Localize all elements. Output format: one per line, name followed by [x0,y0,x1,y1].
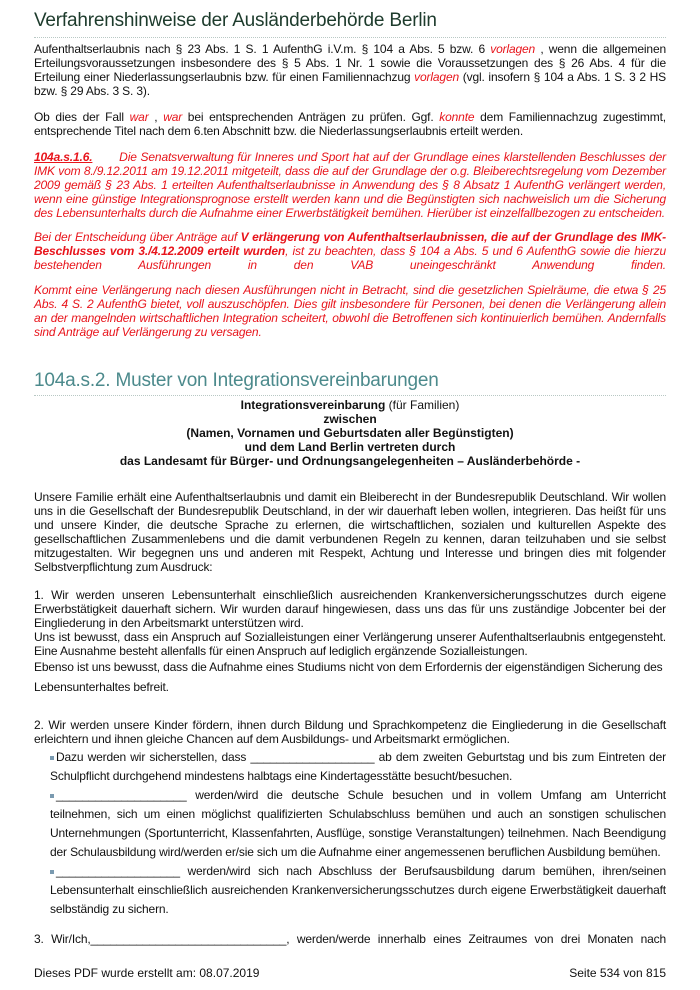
bullet-icon [50,794,54,798]
item-text: 1. Wir werden unseren Lebensunterhalt einschließlich ausreichenden Krankenversicherungsschutzes durch eigene Erwerbstätigkeit dauerhaft sichern. Wir wurden darauf hingewiesen, dass uns das für uns zuständige Jobcenter bei der Eingliederung in den Arbeitsmarkt unterstützen wird. [34,588,666,630]
list-item-text: ___________________ werden/wird sich nach Abschluss der Berufsausbildung darum bemühen, ihren/seinen Lebensunterhalt einschließlich ausreichenden Krankenversicherungsschutzes durch eigene Erwerbstätigkeit dauerhaft selbständig zu sichern. [50,864,666,916]
bold-text: V erlängerung von Aufenthaltserlaubnissen, die auf der Grundlage des IMK-Beschlusses vom 3./4.12.2009 erteilt wurden [34,230,667,258]
text: (vgl. insofern § 104 a Abs. 1 S. 3 2 HS bzw. § 29 Abs. 3 S. 3). [34,70,666,98]
agreement-line: (Namen, Vornamen und Geburtsdaten aller Begünstigten) [186,426,514,440]
agreement-title: Integrationsvereinbarung [240,398,386,412]
item-3: 3. Wir/Ich,______________________________, werden/werde innerhalb eines Zeitraumes von drei Monaten nach [34,932,666,946]
section-reference: 104a.s.1.6. [34,150,93,164]
highlight-text: vorlagen [490,42,536,56]
bullet-icon [50,756,54,760]
title-divider [34,37,666,38]
text: Die Senatsverwaltung für Inneres und Sport hat auf der Grundlage eines klarstellenden Beschlusses der IMK vom 8./9.12.2011 am 19.12.2011 mitgeteilt, dass die auf der Grundlage der o.g. Bleiberechtsregelung vom Dezember 2009 gemäß § 23 Abs. 1 erteilten Aufenthaltserlaubnisse in Anwendung des § 8 Absatz 1 AufenthG verlängert werden, wenn eine günstige Integrationsprognose erstellt werden kann und die Begünstigten sich nachweislich um die Sicherung des Lebensunterhalts durch die Aufnahme einer Erwerbstätigkeit bemühen. Hierüber ist einzelfallbezogen zu entscheiden. [34,150,666,220]
agreement-line: das Landesamt für Bürger- und Ordnungsangelegenheiten – Ausländerbehörde - [119,454,581,468]
paragraph-imk-note [34,230,666,272]
footer-created-date: Dieses PDF wurde erstellt am: 08.07.2019 [34,966,260,980]
text: , [148,110,164,124]
list-item [50,862,666,919]
item-1-note: Ebenso ist uns bewusst, dass die Aufnahme eines Studiums nicht von dem Erfordernis der eigenständigen Sicherung des Lebensunterhaltes befreit. [34,660,663,694]
paragraph-extension-note: Kommt eine Verlängerung nach diesen Ausführungen nicht in Betracht, sind die gesetzlichen Spielräume, die etwa § 25 Abs. 4 S. 2 AufenthG bietet, voll auszuschöpfen. Dies gilt insbesondere für Personen, bei denen die Verlängerung allein an der mangelnden wirtschaftlichen Integration scheitert, obwohl die Betroffenen sich kontinuierlich bemühen. Andernfalls sind Anträge auf Verlängerung zu versagen. [34,283,666,339]
paragraph-2 [34,110,666,138]
agreement-subtitle: (für Familien) [385,398,460,412]
agreement-line: und dem Land Berlin vertreten durch [244,440,456,454]
text: dem Familiennachzug zugestimmt, entsprechende Titel nach dem 6.ten Abschnitt bzw. die Niederlassungserlaubnis erteilt werden. [34,110,666,138]
agreement-header [34,398,666,468]
text: bei entsprechenden Anträgen zu prüfen. Ggf. [182,110,440,124]
paragraph-104a-s-1-6 [34,150,666,220]
highlight-text: war [163,110,183,124]
list-item-text: Dazu werden wir sicherstellen, dass ___________________ ab dem zweiten Geburtstag und bis zum Eintreten der Schulpflicht durchgehend mindestens halbtags eine Kindertagesstätte besucht/besuchen. [50,750,666,783]
footer-page-number: Seite 534 von 815 [569,966,666,980]
agreement-line: zwischen [323,412,377,426]
text: Ob dies der Fall [34,110,130,124]
page-title: Verfahrenshinweise der Ausländerbehörde Berlin [34,10,437,31]
text: , ist zu beachten, dass § 104 a Abs. 5 und 6 AufenthG sowie die hierzu bestehenden Ausführungen in den VAB uneingeschränkt Anwendung finden. [34,244,666,272]
text: Bei der Entscheidung über Anträge auf [34,230,241,244]
highlight-text: konnte [439,110,475,124]
highlight-text: vorlagen [414,70,460,84]
item-1 [34,588,666,658]
list-item [50,748,666,786]
item-2: 2. Wir werden unsere Kinder fördern, ihnen durch Bildung und Sprachkompetenz die Eingliederung in die Gesellschaft erleichtern und ihnen gleiche Chancen auf dem Ausbildungs- und Arbeitsmarkt ermöglichen. [34,718,666,746]
section-divider [34,395,666,396]
list-item-text: ____________________ werden/wird die deutsche Schule besuchen und in vollem Umfang am Unterricht teilnehmen, sich um einen möglichst qualifizierten Schulabschluss bemühen und auch an sonstigen schulischen Unternehmungen (Sportunterricht, Klassenfahrten, Ausflüge, sonstige Veranstaltungen) teilnehmen. Nach Beendigung der Schulausbildung wird/werden er/sie sich um die Aufnahme einer angemessenen beruflichen Ausbildung bemühen. [50,788,666,859]
text: Aufenthaltserlaubnis nach § 23 Abs. 1 S. 1 AufenthG i.V.m. § 104 a Abs. 5 bzw. 6 [34,42,491,56]
bullet-icon [50,870,54,874]
section-title: 104a.s.2. Muster von Integrationsvereinbarungen [34,370,439,391]
item-text: Uns ist bewusst, dass ein Anspruch auf Sozialleistungen einer Verlängerung unserer Aufenthaltserlaubnis entgegensteht. Eine Ausnahme besteht allenfalls für einen Anspruch auf lediglich ergänzende Sozialleistungen. [34,630,666,658]
intro-paragraph: Unsere Familie erhält eine Aufenthaltserlaubnis und damit ein Bleiberecht in der Bundesrepublik Deutschland. Wir wollen uns in die Gesellschaft der Bundesrepublik Deutschland, in der wir dauerhaft leben wollen, integrieren. Das heißt für uns und unsere Kinder, die deutsche Sprache zu erlernen, die wirtschaftlichen, sozialen und kulturellen Aspekte des gesellschaftlichen Zusammenlebens und die damit verbundenen Regeln zu kennen, daran teilzuhaben und sie selbst mitzugestalten. Wir begegnen uns und anderen mit Respekt, Achtung und Interesse und bringen dies mit folgender Selbstverpflichtung zum Ausdruck: [34,490,666,574]
list-item [50,786,666,862]
paragraph-1 [34,42,666,98]
text: , wenn die allgemeinen Erteilungsvoraussetzungen insbesondere des § 5 Abs. 1 Nr. 1 sowie die Voraussetzungen des § 26 Abs. 4 für die Erteilung einer Niederlassungserlaubnis bzw. für einen Familiennachzug [34,42,666,84]
highlight-text: war [129,110,149,124]
